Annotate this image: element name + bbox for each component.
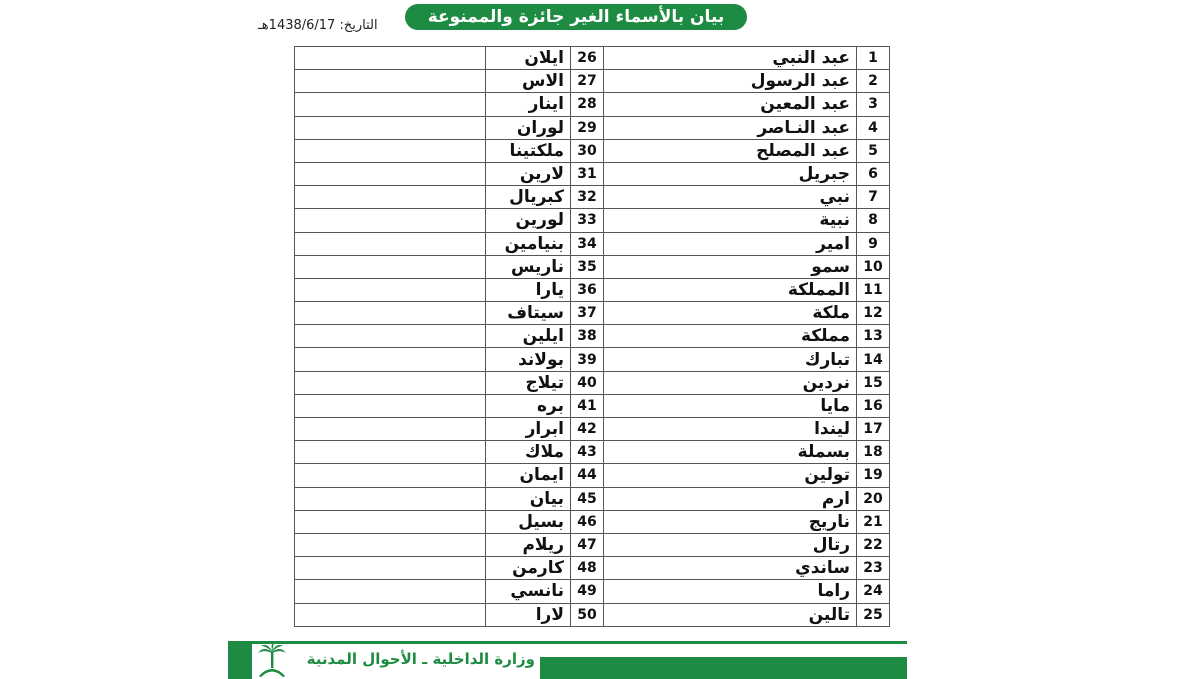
table-row [295,533,890,556]
name-number: 23 [857,557,890,580]
table-row [295,116,890,139]
name-cell: رتال [604,533,857,556]
name-cell: عبد الرسول [604,70,857,93]
table-row [295,255,890,278]
name-number: 48 [571,557,604,580]
name-cell: ايمان [486,464,571,487]
name-number: 18 [857,441,890,464]
name-number: 16 [857,394,890,417]
name-number: 20 [857,487,890,510]
name-cell: المملكة [604,278,857,301]
table-row [295,441,890,464]
name-cell: بنيامين [486,232,571,255]
name-number: 26 [571,47,604,70]
name-cell: بسيل [486,510,571,533]
name-cell: مملكة [604,325,857,348]
table-row [295,394,890,417]
name-cell: بيان [486,487,571,510]
name-number: 8 [857,209,890,232]
name-cell: ابرار [486,418,571,441]
name-number: 21 [857,510,890,533]
name-number: 11 [857,278,890,301]
blank-cell [295,47,486,70]
name-cell: اينار [486,93,571,116]
name-number: 45 [571,487,604,510]
name-number: 42 [571,418,604,441]
name-number: 31 [571,162,604,185]
table-row [295,348,890,371]
name-number: 36 [571,278,604,301]
name-cell: ايلين [486,325,571,348]
blank-cell [295,325,486,348]
name-cell: كبريال [486,186,571,209]
blank-cell [295,487,486,510]
footer-accent-right [540,657,907,679]
name-cell: عبد النبي [604,47,857,70]
blank-cell [295,441,486,464]
name-number: 19 [857,464,890,487]
name-number: 13 [857,325,890,348]
table-row [295,139,890,162]
name-number: 50 [571,603,604,626]
blank-cell [295,302,486,325]
name-number: 43 [571,441,604,464]
blank-cell [295,232,486,255]
name-cell: ملكتينا [486,139,571,162]
name-cell: عبد المصلح [604,139,857,162]
table-row [295,510,890,533]
name-cell: بره [486,394,571,417]
blank-cell [295,348,486,371]
palm-swords-emblem-icon [255,642,289,678]
blank-cell [295,557,486,580]
ministry-name: وزارة الداخلية ـ الأحوال المدنية [306,650,535,668]
table-row [295,302,890,325]
blank-cell [295,533,486,556]
name-cell: ناريس [486,255,571,278]
name-cell: ملاك [486,441,571,464]
footer-accent-left [228,641,252,679]
name-cell: نردين [604,371,857,394]
blank-cell [295,70,486,93]
name-number: 41 [571,394,604,417]
table-row [295,464,890,487]
name-cell: لارا [486,603,571,626]
names-table [294,46,890,627]
name-cell: الاس [486,70,571,93]
name-number: 6 [857,162,890,185]
name-cell: ليندا [604,418,857,441]
name-cell: ملكة [604,302,857,325]
table-row [295,487,890,510]
name-number: 12 [857,302,890,325]
name-number: 46 [571,510,604,533]
blank-cell [295,603,486,626]
table-row [295,418,890,441]
name-number: 47 [571,533,604,556]
table-row [295,70,890,93]
blank-cell [295,162,486,185]
table-row [295,557,890,580]
blank-cell [295,371,486,394]
name-number: 24 [857,580,890,603]
name-number: 9 [857,232,890,255]
name-cell: لوران [486,116,571,139]
name-number: 3 [857,93,890,116]
blank-cell [295,464,486,487]
name-cell: تبارك [604,348,857,371]
name-cell: راما [604,580,857,603]
name-number: 4 [857,116,890,139]
blank-cell [295,139,486,162]
table-row [295,162,890,185]
name-cell: ريلام [486,533,571,556]
table-row [295,186,890,209]
table-row [295,278,890,301]
name-cell: نانسي [486,580,571,603]
blank-cell [295,209,486,232]
name-cell: سيتاف [486,302,571,325]
name-cell: نبية [604,209,857,232]
name-number: 29 [571,116,604,139]
name-number: 44 [571,464,604,487]
blank-cell [295,116,486,139]
name-number: 39 [571,348,604,371]
name-cell: كارمن [486,557,571,580]
name-cell: تالين [604,603,857,626]
page-title: بيان بالأسماء الغير جائزة والممنوعة [405,4,747,30]
name-number: 25 [857,603,890,626]
blank-cell [295,93,486,116]
name-number: 33 [571,209,604,232]
table-row [295,232,890,255]
name-number: 10 [857,255,890,278]
name-number: 2 [857,70,890,93]
name-number: 22 [857,533,890,556]
blank-cell [295,278,486,301]
blank-cell [295,186,486,209]
name-cell: مايا [604,394,857,417]
name-number: 15 [857,371,890,394]
name-number: 37 [571,302,604,325]
name-cell: سمو [604,255,857,278]
name-number: 7 [857,186,890,209]
name-number: 35 [571,255,604,278]
footer-rule [252,641,907,644]
table-row [295,47,890,70]
table-row [295,371,890,394]
name-cell: يارا [486,278,571,301]
name-cell: لورين [486,209,571,232]
table-row [295,603,890,626]
name-number: 17 [857,418,890,441]
name-cell: بولاند [486,348,571,371]
name-number: 49 [571,580,604,603]
name-number: 14 [857,348,890,371]
name-cell: ساندي [604,557,857,580]
name-number: 40 [571,371,604,394]
blank-cell [295,510,486,533]
name-cell: ايلان [486,47,571,70]
table-row [295,580,890,603]
name-cell: امير [604,232,857,255]
blank-cell [295,580,486,603]
name-number: 30 [571,139,604,162]
name-cell: عبد المعين [604,93,857,116]
name-cell: نبي [604,186,857,209]
name-number: 34 [571,232,604,255]
name-number: 28 [571,93,604,116]
name-number: 5 [857,139,890,162]
table-row [295,325,890,348]
name-cell: تولين [604,464,857,487]
blank-cell [295,255,486,278]
name-number: 32 [571,186,604,209]
name-cell: ناريج [604,510,857,533]
blank-cell [295,394,486,417]
name-number: 1 [857,47,890,70]
name-cell: جبريل [604,162,857,185]
document-date: التاريخ: 1438/6/17هـ [258,18,378,33]
name-cell: لارين [486,162,571,185]
name-cell: بسملة [604,441,857,464]
name-number: 38 [571,325,604,348]
name-cell: عبد النـاصر [604,116,857,139]
name-cell: تيلاج [486,371,571,394]
name-number: 27 [571,70,604,93]
blank-cell [295,418,486,441]
name-cell: ارم [604,487,857,510]
table-row [295,93,890,116]
table-row [295,209,890,232]
